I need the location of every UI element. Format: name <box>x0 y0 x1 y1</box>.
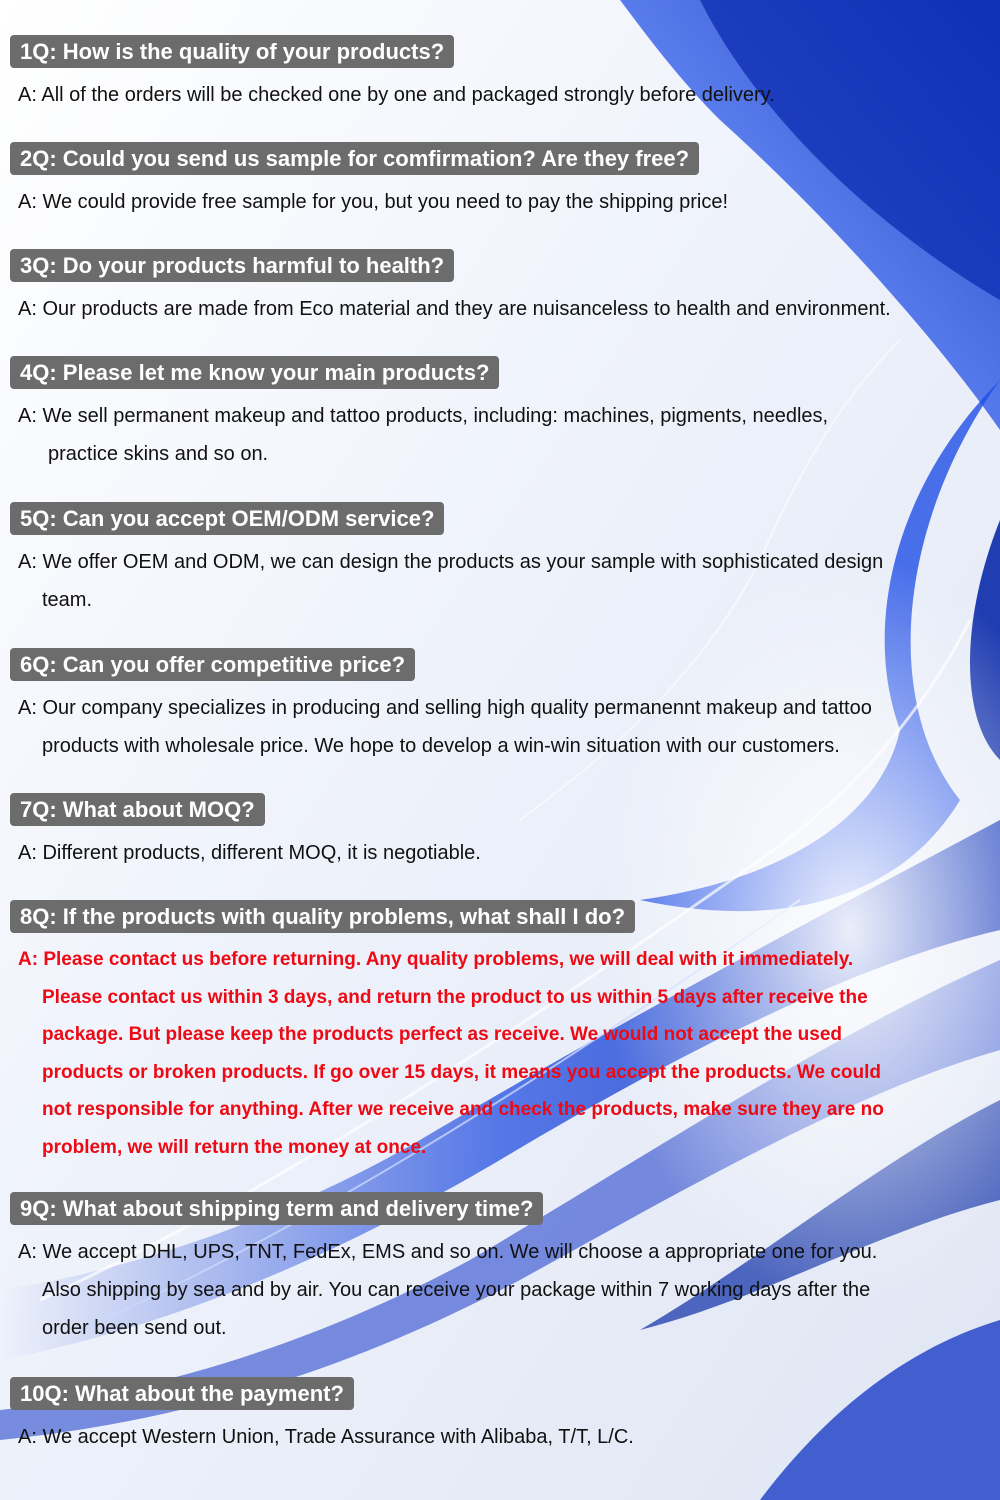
faq-answer-line: A: Please contact us before returning. Any quality problems, we will deal with it immediately. <box>18 949 854 970</box>
faq-answer-line: Also shipping by sea and by air. You can receive your package within 7 working days after the <box>42 1279 871 1301</box>
faq-question: 10Q: What about the payment? <box>10 1377 354 1410</box>
faq-question: 9Q: What about shipping term and delivery time? <box>10 1192 543 1225</box>
faq-answer-line: A: We could provide free sample for you, but you need to pay the shipping price! <box>18 191 729 213</box>
faq-item <box>0 249 1000 328</box>
faq-item <box>0 900 1000 1166</box>
faq-answer <box>18 1418 993 1456</box>
faq-question: 4Q: Please let me know your main products? <box>10 356 499 389</box>
faq-answer <box>18 76 993 114</box>
faq-question: 6Q: Can you offer competitive price? <box>10 648 415 681</box>
faq-item <box>0 793 1000 872</box>
faq-answer-line: team. <box>42 589 93 611</box>
faq-question: 2Q: Could you send us sample for comfirmation? Are they free? <box>10 142 699 175</box>
faq-item <box>0 35 1000 114</box>
faq-question: 1Q: How is the quality of your products? <box>10 35 454 68</box>
faq-question: 7Q: What about MOQ? <box>10 793 265 826</box>
faq-answer <box>18 834 993 872</box>
faq-item <box>0 1192 1000 1347</box>
faq-answer-line: order been send out. <box>42 1317 227 1339</box>
faq-answer-line: problem, we will return the money at once. <box>42 1136 427 1158</box>
faq-answer <box>18 543 993 619</box>
faq-answer-line: A: Our company specializes in producing and selling high quality permanennt makeup and tattoo <box>18 697 872 719</box>
faq-answer <box>18 941 993 1166</box>
faq-question: 5Q: Can you accept OEM/ODM service? <box>10 502 444 535</box>
faq-answer-line: Please contact us within 3 days, and return the product to us within 5 days after receive the <box>42 986 868 1008</box>
faq-answer <box>18 183 993 221</box>
faq-answer-line: practice skins and so on. <box>48 443 269 465</box>
faq-item <box>0 1377 1000 1456</box>
faq-answer-line: A: All of the orders will be checked one by one and packaged strongly before delivery. <box>18 84 775 106</box>
faq-answer-line: products with wholesale price. We hope to develop a win-win situation with our customers. <box>42 735 840 757</box>
faq-answer-line: A: We accept Western Union, Trade Assurance with Alibaba, T/T, L/C. <box>18 1426 634 1448</box>
faq-answer <box>18 290 993 328</box>
faq-answer <box>18 689 993 765</box>
faq-item <box>0 648 1000 765</box>
faq-answer <box>18 1233 993 1347</box>
faq-answer-line: A: We offer OEM and ODM, we can design the products as your sample with sophisticated design <box>18 551 884 573</box>
faq-answer-line: not responsible for anything. After we receive and check the products, make sure they are no <box>42 1099 884 1120</box>
faq-answer-line: A: Our products are made from Eco material and they are nuisanceless to health and environment. <box>18 298 891 320</box>
faq-answer-line: A: Different products, different MOQ, it is negotiable. <box>18 842 481 864</box>
faq-item <box>0 502 1000 619</box>
faq-question: 8Q: If the products with quality problems, what shall I do? <box>10 900 635 933</box>
faq-question: 3Q: Do your products harmful to health? <box>10 249 454 282</box>
faq-answer-line: A: We accept DHL, UPS, TNT, FedEx, EMS and so on. We will choose a appropriate one for you. <box>18 1241 878 1263</box>
faq-answer-line: A: We sell permanent makeup and tattoo products, including: machines, pigments, needles, <box>18 405 829 427</box>
faq-answer <box>18 397 993 473</box>
faq-item <box>0 356 1000 473</box>
faq-answer-line: products or broken products. If go over 15 days, it means you accept the products. We could <box>42 1061 881 1083</box>
faq-item <box>0 142 1000 221</box>
faq-answer-line: package. But please keep the products perfect as receive. We would not accept the used <box>42 1024 843 1045</box>
